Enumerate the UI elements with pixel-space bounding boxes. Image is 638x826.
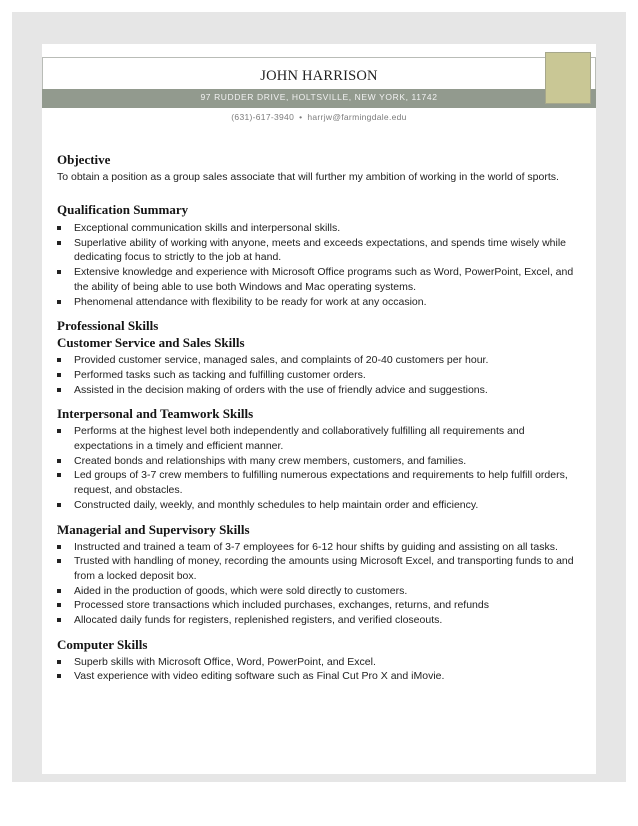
qualification-summary-heading: Qualification Summary bbox=[57, 202, 189, 217]
list-item-text: Vast experience with video editing software such as Final Cut Pro X and iMovie. bbox=[74, 670, 445, 683]
computer-skills-heading: Computer Skills bbox=[57, 636, 148, 652]
email-address: harrjw@farmingdale.edu bbox=[307, 112, 407, 122]
list-item-text: Provided customer service, managed sales, and complaints of 20-40 customers per hour. bbox=[74, 354, 489, 367]
list-item-text: Superlative ability of working with anyone, meets and exceeds expectations, and spends time wisely while dedicating focus to strictly to the job at hand. bbox=[74, 236, 567, 264]
list-item bbox=[57, 584, 579, 599]
managerial-heading: Managerial and Supervisory Skills bbox=[57, 521, 250, 537]
accent-square bbox=[545, 52, 591, 104]
qualification-list bbox=[57, 221, 579, 309]
list-item bbox=[57, 265, 579, 294]
list-item bbox=[57, 598, 579, 613]
professional-skills-heading: Professional Skills bbox=[57, 318, 159, 334]
square-bullet-icon bbox=[57, 459, 61, 463]
list-item bbox=[57, 295, 579, 310]
list-item-text: Processed store transactions which included purchases, exchanges, returns, and refunds bbox=[74, 599, 489, 612]
list-item-text: Aided in the production of goods, which were sold directly to customers. bbox=[74, 584, 408, 597]
list-item-text: Exceptional communication skills and interpersonal skills. bbox=[74, 222, 341, 234]
contact-separator: • bbox=[299, 112, 303, 122]
list-item-text: Assisted in the decision making of orders with the use of friendly advice and suggestions. bbox=[74, 383, 488, 396]
list-item-text: Led groups of 3-7 crew members to fulfilling numerous expectations and requirements to help fulfill orders, request, and obstacles. bbox=[74, 469, 568, 497]
managerial-list bbox=[57, 540, 579, 628]
customer-service-heading: Customer Service and Sales Skills bbox=[57, 335, 245, 351]
square-bullet-icon bbox=[57, 358, 61, 362]
square-bullet-icon bbox=[57, 559, 61, 563]
square-bullet-icon bbox=[57, 603, 61, 607]
square-bullet-icon bbox=[57, 674, 61, 678]
address-band bbox=[42, 89, 596, 108]
list-item bbox=[57, 454, 579, 469]
square-bullet-icon bbox=[57, 473, 61, 477]
candidate-name: JOHN HARRISON bbox=[260, 68, 378, 84]
square-bullet-icon bbox=[57, 429, 61, 433]
list-item-text: Performed tasks such as tacking and fulfilling customer orders. bbox=[74, 368, 366, 381]
list-item-text: Performs at the highest level both independently and collaboratively fulfilling all requirements and expectations in a timely and efficient manner. bbox=[74, 425, 525, 453]
list-item bbox=[57, 498, 579, 513]
square-bullet-icon bbox=[57, 589, 61, 593]
square-bullet-icon bbox=[57, 226, 61, 230]
square-bullet-icon bbox=[57, 270, 61, 274]
square-bullet-icon bbox=[57, 388, 61, 392]
list-item bbox=[57, 221, 579, 236]
interpersonal-heading: Interpersonal and Teamwork Skills bbox=[57, 406, 254, 422]
list-item-text: Instructed and trained a team of 3-7 employees for 6-12 hour shifts by guiding and assisting on all tasks. bbox=[74, 540, 558, 553]
address-text: 97 RUDDER DRIVE, HOLTSVILLE, NEW YORK, 11742 bbox=[200, 92, 438, 102]
square-bullet-icon bbox=[57, 660, 61, 664]
square-bullet-icon bbox=[57, 373, 61, 377]
square-bullet-icon bbox=[57, 618, 61, 622]
list-item bbox=[57, 468, 579, 497]
square-bullet-icon bbox=[57, 545, 61, 549]
list-item bbox=[57, 655, 579, 670]
contact-line bbox=[42, 112, 596, 122]
name-header bbox=[42, 57, 596, 89]
list-item-text: Extensive knowledge and experience with Microsoft Office programs such as Word, PowerPoint, Excel, and the ability of being able to use both Windows and Mac operating systems. bbox=[74, 266, 574, 293]
list-item bbox=[57, 383, 579, 398]
square-bullet-icon bbox=[57, 300, 61, 304]
list-item bbox=[57, 540, 579, 555]
list-item-text: Superb skills with Microsoft Office, Word, PowerPoint, and Excel. bbox=[74, 655, 376, 668]
objective-heading: Objective bbox=[57, 152, 111, 167]
interpersonal-list bbox=[57, 424, 579, 512]
phone-number: (631)-617-3940 bbox=[231, 112, 295, 122]
list-item bbox=[57, 424, 579, 453]
customer-service-list bbox=[57, 353, 579, 397]
objective-text: To obtain a position as a group sales associate that will further my ambition of working in the world of sports. bbox=[57, 171, 559, 183]
list-item bbox=[57, 368, 579, 383]
list-item-text: Constructed daily, weekly, and monthly schedules to help maintain order and efficiency. bbox=[74, 498, 479, 511]
list-item bbox=[57, 613, 579, 628]
list-item bbox=[57, 554, 579, 583]
list-item-text: Allocated daily funds for registers, replenished registers, and verified closeouts. bbox=[74, 614, 443, 627]
list-item-text: Trusted with handling of money, recording the amounts using Microsoft Excel, and transporting funds to and from a locked deposit box. bbox=[74, 555, 574, 582]
list-item-text: Phenomenal attendance with flexibility to be ready for work at any occasion. bbox=[74, 295, 427, 308]
computer-skills-list bbox=[57, 655, 579, 684]
list-item bbox=[57, 353, 579, 368]
square-bullet-icon bbox=[57, 241, 61, 245]
square-bullet-icon bbox=[57, 503, 61, 507]
list-item bbox=[57, 669, 579, 684]
list-item bbox=[57, 236, 579, 265]
resume-content bbox=[57, 151, 579, 684]
list-item-text: Created bonds and relationships with many crew members, customers, and families. bbox=[74, 454, 467, 467]
